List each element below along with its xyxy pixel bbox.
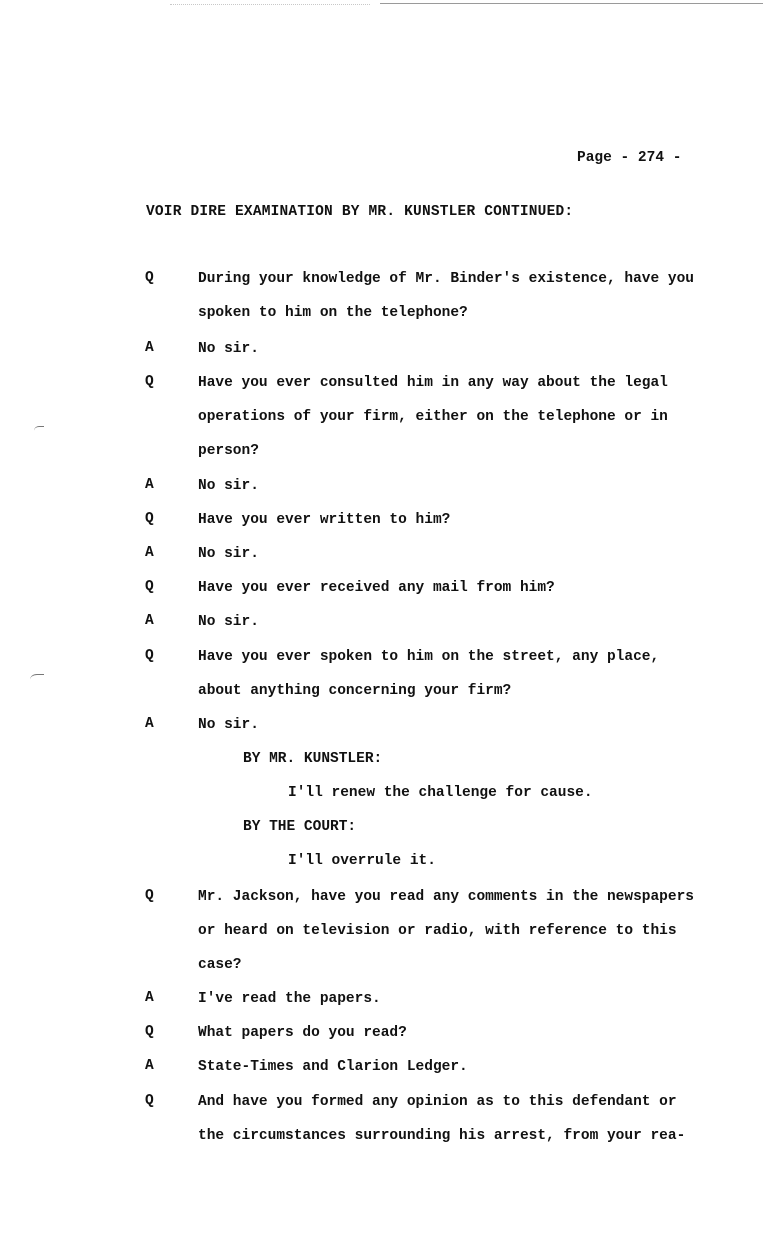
- colloquy-statement: I'll renew the challenge for cause.: [288, 785, 593, 801]
- transcript-text: During your knowledge of Mr. Binder's existence, have you spoken to him on the telephone?: [198, 271, 694, 322]
- speaker-label: Q: [145, 648, 154, 664]
- transcript-text: What papers do you read?: [198, 1025, 407, 1041]
- transcript-text: State-Times and Clarion Ledger.: [198, 1059, 468, 1075]
- transcript-text: No sir.: [198, 614, 259, 630]
- transcript-text: No sir.: [198, 478, 259, 494]
- transcript-text: No sir.: [198, 546, 259, 562]
- speaker-label: A: [145, 545, 154, 561]
- scan-dotted-line: [170, 4, 370, 5]
- colloquy-speaker: BY MR. KUNSTLER:: [243, 751, 383, 767]
- transcript-text: Have you ever received any mail from him?: [198, 580, 555, 596]
- speaker-label: Q: [145, 888, 154, 904]
- speaker-label: A: [145, 1058, 154, 1074]
- speaker-label: Q: [145, 579, 154, 595]
- transcript-text: Have you ever spoken to him on the street, any place, about anything concerning your firm?: [198, 649, 660, 700]
- transcript-text: I've read the papers.: [198, 991, 381, 1007]
- transcript-text: Have you ever written to him?: [198, 512, 451, 528]
- speaker-label: A: [145, 613, 154, 629]
- speaker-label: A: [145, 340, 154, 356]
- speaker-label: A: [145, 716, 154, 732]
- transcript-text: Have you ever consulted him in any way about the legal operations of your firm, either on the telephone or in person?: [198, 375, 668, 460]
- speaker-label: Q: [145, 1024, 154, 1040]
- scan-top-line: [380, 3, 763, 4]
- transcript-text: Mr. Jackson, have you read any comments in the newspapers or heard on television or radio, with reference to this case?: [198, 889, 694, 974]
- speaker-label: Q: [145, 374, 154, 390]
- transcript-text: No sir.: [198, 717, 259, 733]
- margin-mark: [34, 426, 44, 435]
- speaker-label: A: [145, 477, 154, 493]
- section-heading: VOIR DIRE EXAMINATION BY MR. KUNSTLER CONTINUED:: [146, 204, 574, 220]
- speaker-label: Q: [145, 1093, 154, 1109]
- margin-mark: [30, 674, 44, 685]
- speaker-label: A: [145, 990, 154, 1006]
- page-number: Page - 274 -: [577, 150, 682, 166]
- colloquy-speaker: BY THE COURT:: [243, 819, 357, 835]
- transcript-text: And have you formed any opinion as to this defendant or the circumstances surrounding his arrest, from your rea-: [198, 1094, 686, 1145]
- colloquy-statement: I'll overrule it.: [288, 853, 436, 869]
- speaker-label: Q: [145, 511, 154, 527]
- transcript-text: No sir.: [198, 341, 259, 357]
- speaker-label: Q: [145, 270, 154, 286]
